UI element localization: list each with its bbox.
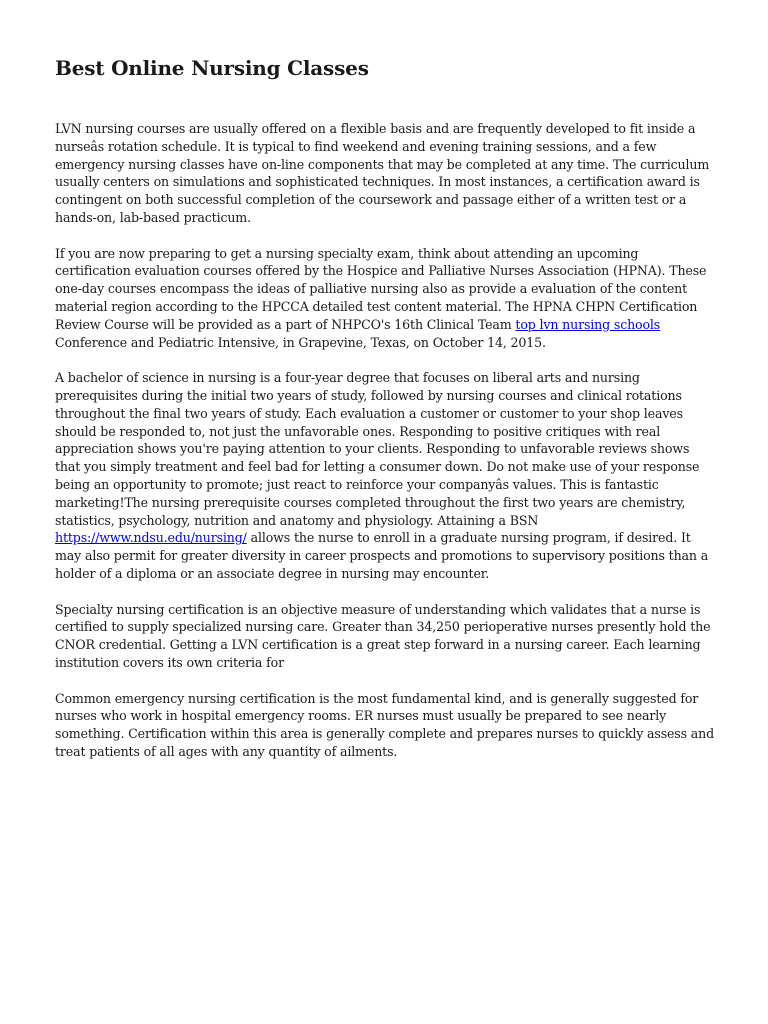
paragraph-3-text-after: allows the nurse to enroll in a graduate nursing program, if desired. It may also permit for greater diversity in career prospects and promotions to supervisory positions than a holder of a diploma or an associate degree in nursing may encounter.	[55, 530, 709, 581]
document-page	[55, 54, 715, 778]
paragraph-3-text-before: A bachelor of science in nursing is a four-year degree that focuses on liberal arts and nursing prerequisites during the initial two years of study, followed by nursing courses and clinical rotations throughout the final two years of study. Each evaluation a customer or customer to your shop leaves should be responded to, not just the unfavorable ones. Responding to positive critiques with real appreciation shows you're paying attention to your clients. Responding to unfavorable reviews shows that you simply treatment and feel bad for letting a consumer down. Do not make use of your response being an opportunity to promote; just react to reinforce your companyâs values. This is fantastic marketing!The nursing prerequisite courses completed throughout the first two years are chemistry, statistics, psychology, nutrition and anatomy and physiology. Attaining a BSN	[55, 370, 700, 528]
paragraph-2	[55, 245, 715, 352]
paragraph-2-text-before: If you are now preparing to get a nursing specialty exam, think about attending an upcoming certification evaluation courses offered by the Hospice and Palliative Nurses Association (HPNA). These one-day courses encompass the ideas of palliative nursing also as provide a evaluation of the content material region according to the HPCCA detailed test content material. The HPNA CHPN Certification Review Course will be provided as a part of NHPCO's 16th Clinical Team	[55, 245, 707, 332]
page-title: Best Online Nursing Classes	[55, 56, 369, 80]
paragraph-2-text-after: Conference and Pediatric Intensive, in Grapevine, Texas, on October 14, 2015.	[55, 334, 546, 350]
paragraph-1: LVN nursing courses are usually offered on a flexible basis and are frequently developed to fit inside a nurseâs rotation schedule. It is typical to find weekend and evening training sessions, and a few emergency nursing classes have on-line components that may be completed at any time. The curriculum usually centers on simulations and sophisticated techniques. In most instances, a certification award is contingent on both successful completion of the coursework and passage either of a written test or a hands-on, lab-based practicum.	[55, 121, 710, 225]
ndsu-nursing-link[interactable]: https://www.ndsu.edu/nursing/	[55, 530, 247, 546]
paragraph-3	[55, 369, 715, 583]
paragraph-5: Common emergency nursing certification is the most fundamental kind, and is generally suggested for nurses who work in hospital emergency rooms. ER nurses must usually be prepared to see nearly something. Certification within this area is generally complete and prepares nurses to quickly assess and treat patients of all ages with any quantity of ailments.	[55, 690, 715, 759]
paragraph-4: Specialty nursing certification is an objective measure of understanding which validates that a nurse is certified to supply specialized nursing care. Greater than 34,250 perioperative nurses presently hold the CNOR credential. Getting a LVN certification is a great step forward in a nursing career. Each learning institution covers its own criteria for	[55, 601, 711, 670]
top-lvn-nursing-schools-link[interactable]: top lvn nursing schools	[515, 316, 661, 332]
